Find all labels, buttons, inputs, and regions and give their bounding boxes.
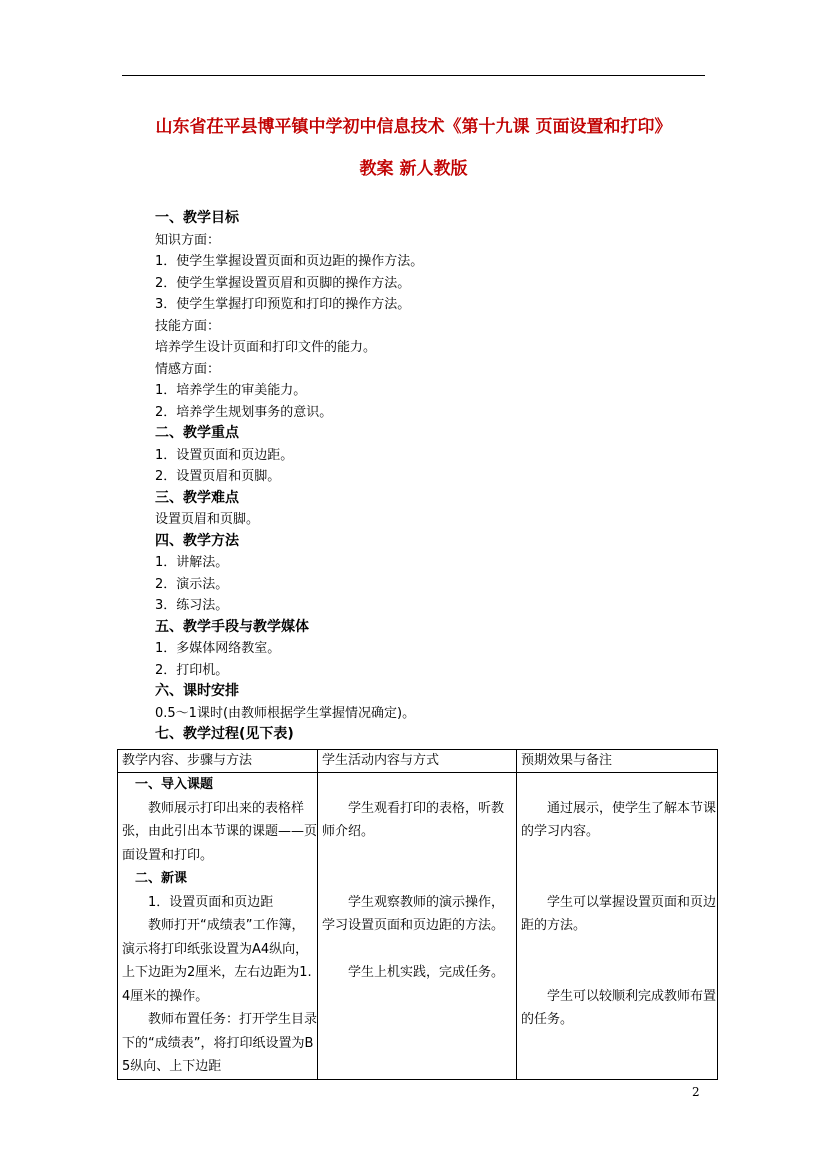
- body-text-line: 1．讲解法。: [155, 555, 229, 570]
- body-text-line: 2．设置页眉和页脚。: [155, 469, 281, 484]
- spacer: [521, 961, 717, 985]
- spacer: [322, 773, 516, 797]
- spacer: [322, 867, 516, 891]
- table-section-heading: 二、新课: [135, 871, 188, 886]
- table-cell-text: 学生可以掌握设置页面和页边距的方法。: [521, 894, 717, 933]
- spacer: [521, 844, 717, 868]
- table-cell-text: 学生观察教师的演示操作，学习设置页面和页边距的方法。: [322, 894, 505, 933]
- table-cell-text: 学生可以较顺利完成教师布置的任务。: [521, 988, 717, 1027]
- body-text-line: 3．使学生掌握打印预览和打印的操作方法。: [155, 297, 411, 312]
- table-header-row: [118, 750, 718, 773]
- table-row: [118, 773, 718, 1080]
- body-text-line: 2．演示法。: [155, 576, 229, 592]
- table-cell-text: 教师展示打印出来的表格样张，由此引出本节课的课题——页面设置和打印。: [122, 800, 318, 863]
- document-title-line1: 山东省茌平县博平镇中学初中信息技术《第十九课 页面设置和打印》: [155, 117, 672, 137]
- document-body: [155, 208, 715, 746]
- table-cell-activity: [318, 773, 517, 1080]
- body-text-line: 知识方面：: [155, 232, 221, 248]
- table-cell-content: [118, 773, 318, 1080]
- body-text-line: 情感方面：: [155, 361, 221, 377]
- body-text-line: 2．培养学生规划事务的意识。: [155, 404, 333, 420]
- table-cell-text: 学生上机实践，完成任务。: [348, 965, 505, 980]
- table-header-cell: 学生活动内容与方式: [318, 750, 517, 773]
- spacer: [322, 938, 516, 962]
- spacer: [322, 844, 516, 868]
- table-cell-text: 1．设置页面和页边距: [148, 894, 274, 910]
- table-cell-text: 通过展示，使学生了解本节课的学习内容。: [521, 800, 717, 839]
- section-heading: 七、教学过程(见下表): [155, 726, 294, 742]
- section-heading: 六、课时安排: [155, 683, 239, 699]
- body-text-line: 设置页眉和页脚。: [155, 512, 260, 527]
- body-text-line: 1．多媒体网络教室。: [155, 641, 281, 656]
- spacer: [521, 867, 717, 891]
- table-header-cell: 教学内容、步骤与方法: [118, 750, 318, 773]
- body-text-line: 1．使学生掌握设置页面和页边距的操作方法。: [155, 254, 424, 269]
- document-title-line2: 教案 新人教版: [359, 159, 468, 179]
- body-text-line: 2．使学生掌握设置页眉和页脚的操作方法。: [155, 275, 411, 291]
- page-number: 2: [692, 1085, 700, 1099]
- section-heading: 五、教学手段与教学媒体: [155, 618, 309, 635]
- header-rule: [122, 75, 705, 76]
- teaching-process-table: [117, 749, 718, 1080]
- body-text-line: 技能方面：: [155, 318, 221, 334]
- table-cell-text: 学生观看打印的表格，听教师介绍。: [322, 800, 505, 839]
- section-heading: 二、教学重点: [155, 425, 239, 441]
- table-cell-text: 教师布置任务：打开学生目录下的“成绩表”，将打印纸设置为B5纵向、上下边距: [122, 1012, 318, 1074]
- body-text-line: 2．打印机。: [155, 662, 229, 678]
- table-cell-text: 教师打开“成绩表”工作簿，演示将打印纸张设置为A4纵向，上下边距为2厘米，左右边距为1.4厘米的操作。: [122, 918, 312, 1004]
- spacer: [521, 773, 717, 797]
- section-heading: 一、教学目标: [155, 210, 239, 226]
- section-heading: 四、教学方法: [155, 532, 239, 549]
- body-text-line: 0.5～1课时(由教师根据学生掌握情况确定)。: [155, 705, 416, 721]
- section-heading: 三、教学难点: [155, 489, 239, 506]
- body-text-line: 3．练习法。: [155, 598, 229, 613]
- table-header-cell: 预期效果与备注: [517, 750, 718, 773]
- body-text-line: 培养学生设计页面和打印文件的能力。: [155, 340, 377, 355]
- table-cell-notes: [517, 773, 718, 1080]
- spacer: [521, 938, 717, 962]
- table-section-heading: 一、导入课题: [135, 777, 214, 792]
- body-text-line: 1．培养学生的审美能力。: [155, 383, 307, 398]
- body-text-line: 1．设置页面和页边距。: [155, 447, 294, 463]
